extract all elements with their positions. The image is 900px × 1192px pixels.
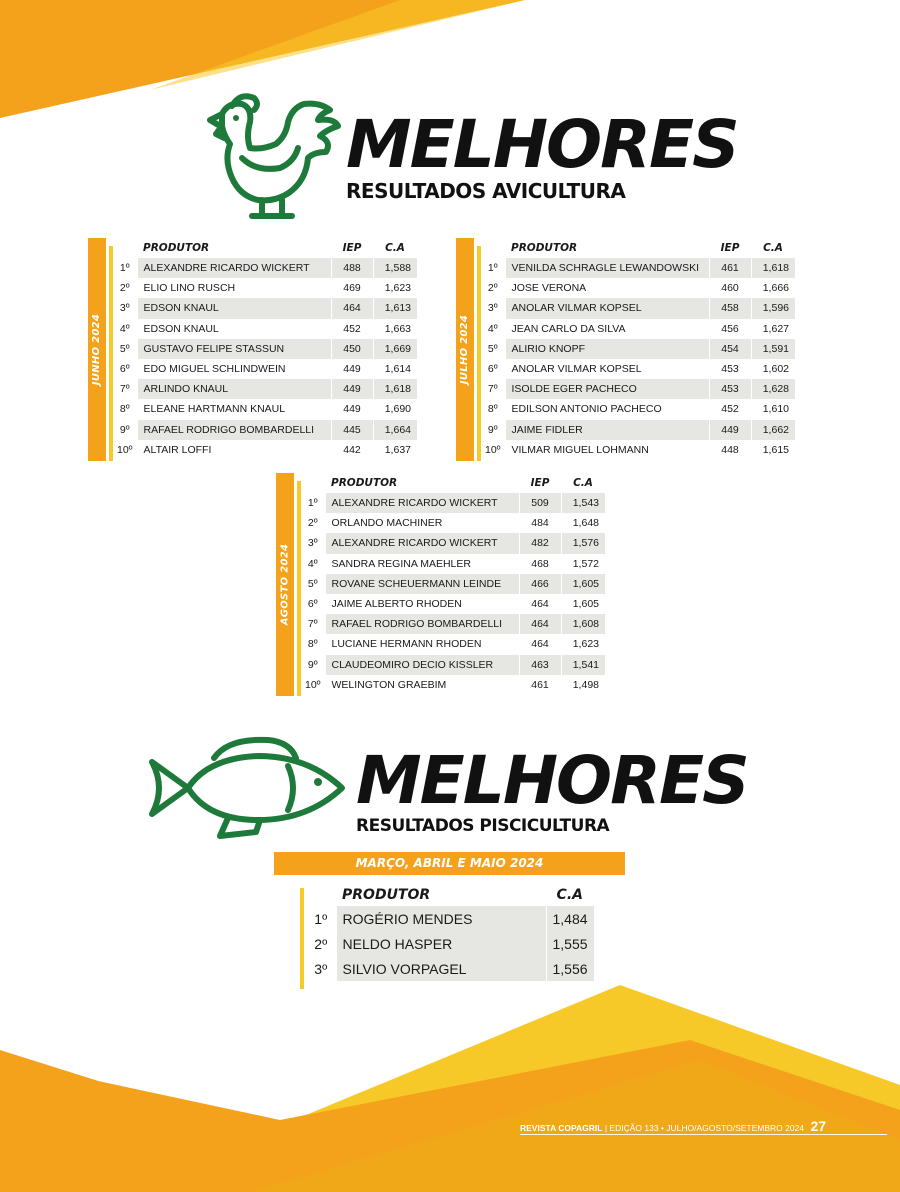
producer-name: RAFAEL RODRIGO BOMBARDELLI <box>325 614 519 634</box>
table-row <box>113 258 417 278</box>
producer-name: ELIO LINO RUSCH <box>137 278 331 298</box>
ca-value: 1,669 <box>373 339 417 359</box>
producer-name: NELDO HASPER <box>336 931 546 956</box>
table-row <box>301 655 605 675</box>
ca-value: 1,543 <box>561 493 605 513</box>
iep-value: 449 <box>709 420 751 440</box>
table-row <box>306 931 594 956</box>
producer-name: JAIME ALBERTO RHODEN <box>325 594 519 614</box>
producer-name: ROGÉRIO MENDES <box>336 906 546 931</box>
iep-value: 449 <box>331 399 373 419</box>
table-block-junho <box>88 238 438 461</box>
rank-position: 3º <box>314 960 328 977</box>
page-footer <box>520 1118 826 1134</box>
ca-value: 1,664 <box>373 420 417 440</box>
chicken-icon <box>202 88 342 222</box>
col-header-ca: C.A <box>573 477 593 489</box>
iep-value: 452 <box>709 399 751 419</box>
iep-value: 452 <box>331 319 373 339</box>
col-header-pos <box>481 238 505 258</box>
producer-name: JAIME FIDLER <box>505 420 709 440</box>
table-row <box>306 956 594 981</box>
producer-name: ALIRIO KNOPF <box>505 339 709 359</box>
col-header-iep: IEP <box>530 477 550 489</box>
ca-value: 1,588 <box>373 258 417 278</box>
col-header-ca: C.A <box>385 242 405 254</box>
ca-value: 1,610 <box>751 399 795 419</box>
producer-name: ARLINDO KNAUL <box>137 379 331 399</box>
table-row <box>481 399 795 419</box>
rank-position: 5º <box>119 342 130 355</box>
col-header-ca: C.A <box>763 242 783 254</box>
ca-value: 1,627 <box>751 319 795 339</box>
col-header-produtor: PRODUTOR <box>331 477 398 489</box>
ca-value: 1,623 <box>561 634 605 654</box>
producer-name: ANOLAR VILMAR KOPSEL <box>505 359 709 379</box>
producer-name: ALEXANDRE RICARDO WICKERT <box>325 493 519 513</box>
producer-name: ORLANDO MACHINER <box>325 513 519 533</box>
producer-name: ROVANE SCHEUERMANN LEINDE <box>325 574 519 594</box>
iep-value: 449 <box>331 359 373 379</box>
table-row <box>301 675 605 695</box>
producer-name: EDSON KNAUL <box>137 298 331 318</box>
table-row <box>301 533 605 553</box>
ca-value: 1,623 <box>373 278 417 298</box>
table-row <box>301 634 605 654</box>
table-row <box>301 594 605 614</box>
ca-value: 1,498 <box>561 675 605 695</box>
ca-value: 1,613 <box>373 298 417 318</box>
rank-position: 6º <box>119 363 130 376</box>
iep-value: 460 <box>709 278 751 298</box>
rank-position: 4º <box>487 322 498 335</box>
iep-value: 453 <box>709 359 751 379</box>
table-row <box>113 420 417 440</box>
ca-value: 1,605 <box>561 574 605 594</box>
rank-position: 1º <box>119 262 130 275</box>
ca-value: 1,618 <box>751 258 795 278</box>
table-row <box>113 319 417 339</box>
producer-name: WELINGTON GRAEBIM <box>325 675 519 695</box>
piscicultura-title: MELHORES <box>356 742 748 819</box>
producer-name: ANOLAR VILMAR KOPSEL <box>505 298 709 318</box>
fish-ranking-table <box>306 884 594 981</box>
col-header-pos <box>113 238 137 258</box>
rank-position: 1º <box>314 910 328 927</box>
rank-position: 8º <box>487 403 498 416</box>
iep-value: 509 <box>519 493 561 513</box>
ca-value: 1,591 <box>751 339 795 359</box>
iep-value: 458 <box>709 298 751 318</box>
footer-brand: REVISTA COPAGRIL <box>520 1123 603 1133</box>
iep-value: 464 <box>519 614 561 634</box>
ca-value: 1,628 <box>751 379 795 399</box>
month-bar <box>456 238 474 461</box>
producer-name: VENILDA SCHRAGLE LEWANDOWSKI <box>505 258 709 278</box>
producer-name: SANDRA REGINA MAEHLER <box>325 554 519 574</box>
table-row <box>113 298 417 318</box>
iep-value: 482 <box>519 533 561 553</box>
table-row <box>113 278 417 298</box>
rank-position: 8º <box>307 638 318 651</box>
ca-value: 1,605 <box>561 594 605 614</box>
producer-name: ELEANE HARTMANN KNAUL <box>137 399 331 419</box>
iep-value: 468 <box>519 554 561 574</box>
ca-value: 1,662 <box>751 420 795 440</box>
producer-name: EDILSON ANTONIO PACHECO <box>505 399 709 419</box>
iep-value: 484 <box>519 513 561 533</box>
piscicultura-heading <box>356 742 748 836</box>
table-row <box>301 574 605 594</box>
producer-name: ALEXANDRE RICARDO WICKERT <box>325 533 519 553</box>
rank-position: 8º <box>119 403 130 416</box>
avicultura-subtitle: RESULTADOS AVICULTURA <box>346 179 626 203</box>
page-number: 27 <box>810 1118 827 1134</box>
rank-position: 7º <box>487 383 498 396</box>
iep-value: 461 <box>519 675 561 695</box>
rank-position: 4º <box>119 322 130 335</box>
piscicultura-subtitle: RESULTADOS PISCICULTURA <box>356 816 610 836</box>
rank-position: 9º <box>487 423 498 436</box>
ca-value: 1,596 <box>751 298 795 318</box>
iep-value: 464 <box>331 298 373 318</box>
iep-value: 454 <box>709 339 751 359</box>
ca-value: 1,637 <box>373 440 417 460</box>
producer-name: CLAUDEOMIRO DECIO KISSLER <box>325 655 519 675</box>
period-band: MARÇO, ABRIL E MAIO 2024 <box>274 852 625 875</box>
table-row <box>481 440 795 460</box>
table-row <box>301 513 605 533</box>
ca-value: 1,648 <box>561 513 605 533</box>
ca-value: 1,484 <box>546 906 594 931</box>
month-label: JUNHO 2024 <box>91 313 103 386</box>
rank-position: 3º <box>307 537 318 550</box>
month-bar <box>276 473 294 696</box>
table-row <box>481 339 795 359</box>
ranking-table <box>301 473 605 695</box>
ranking-table <box>481 238 795 460</box>
producer-name: SILVIO VORPAGEL <box>336 956 546 981</box>
table-row <box>481 319 795 339</box>
producer-name: VILMAR MIGUEL LOHMANN <box>505 440 709 460</box>
producer-name: ALTAIR LOFFI <box>137 440 331 460</box>
rank-position: 10º <box>484 443 501 456</box>
table-row <box>301 614 605 634</box>
rank-position: 2º <box>487 282 498 295</box>
ca-value: 1,666 <box>751 278 795 298</box>
footer-edition: | EDIÇÃO 133 • JULHO/AGOSTO/SETEMBRO 2024 <box>604 1123 805 1133</box>
ca-value: 1,663 <box>373 319 417 339</box>
table-row <box>301 554 605 574</box>
iep-value: 469 <box>331 278 373 298</box>
producer-name: ALEXANDRE RICARDO WICKERT <box>137 258 331 278</box>
rank-position: 1º <box>487 262 498 275</box>
table-row <box>481 379 795 399</box>
table-row <box>113 339 417 359</box>
iep-value: 488 <box>331 258 373 278</box>
month-label: JULHO 2024 <box>459 314 471 385</box>
producer-name: JOSE VERONA <box>505 278 709 298</box>
iep-value: 453 <box>709 379 751 399</box>
rank-position: 9º <box>119 423 130 436</box>
table-row <box>481 359 795 379</box>
rank-position: 5º <box>307 577 318 590</box>
iep-value: 466 <box>519 574 561 594</box>
iep-value: 445 <box>331 420 373 440</box>
rank-position: 4º <box>307 557 318 570</box>
rank-position: 7º <box>119 383 130 396</box>
iep-value: 448 <box>709 440 751 460</box>
table-row <box>481 278 795 298</box>
iep-value: 449 <box>331 379 373 399</box>
ca-value: 1,555 <box>546 931 594 956</box>
col-header-produtor: PRODUTOR <box>511 242 578 254</box>
col-header-produtor: PRODUTOR <box>143 242 210 254</box>
rank-position: 3º <box>487 302 498 315</box>
producer-name: ISOLDE EGER PACHECO <box>505 379 709 399</box>
producer-name: JEAN CARLO DA SILVA <box>505 319 709 339</box>
rank-position: 2º <box>119 282 130 295</box>
rank-position: 6º <box>307 598 318 611</box>
ca-value: 1,541 <box>561 655 605 675</box>
ca-value: 1,602 <box>751 359 795 379</box>
ca-value: 1,576 <box>561 533 605 553</box>
table-block-julho <box>456 238 816 461</box>
iep-value: 442 <box>331 440 373 460</box>
table-row <box>481 258 795 278</box>
avicultura-title: MELHORES <box>346 106 738 183</box>
producer-name: EDO MIGUEL SCHLINDWEIN <box>137 359 331 379</box>
iep-value: 463 <box>519 655 561 675</box>
col-header-iep: IEP <box>720 242 740 254</box>
rank-position: 5º <box>487 342 498 355</box>
producer-name: GUSTAVO FELIPE STASSUN <box>137 339 331 359</box>
month-label: AGOSTO 2024 <box>279 543 291 626</box>
ca-value: 1,556 <box>546 956 594 981</box>
rank-position: 2º <box>307 517 318 530</box>
table-row <box>113 359 417 379</box>
col-header-pos <box>301 473 325 493</box>
ca-value: 1,608 <box>561 614 605 634</box>
iep-value: 461 <box>709 258 751 278</box>
table-row <box>481 420 795 440</box>
avicultura-heading <box>346 106 738 203</box>
rank-position: 6º <box>487 363 498 376</box>
footer-divider <box>520 1134 887 1135</box>
col-header-produtor: PRODUTOR <box>342 887 431 903</box>
table-row <box>481 298 795 318</box>
table-row <box>113 399 417 419</box>
rank-position: 3º <box>119 302 130 315</box>
iep-value: 450 <box>331 339 373 359</box>
ca-value: 1,618 <box>373 379 417 399</box>
producer-name: RAFAEL RODRIGO BOMBARDELLI <box>137 420 331 440</box>
iep-value: 456 <box>709 319 751 339</box>
table-row <box>113 379 417 399</box>
rank-position: 1º <box>307 497 318 510</box>
accent-line <box>300 888 304 989</box>
month-bar <box>88 238 106 461</box>
ca-value: 1,615 <box>751 440 795 460</box>
producer-name: LUCIANE HERMANN RHODEN <box>325 634 519 654</box>
ca-value: 1,690 <box>373 399 417 419</box>
rank-position: 10º <box>304 678 321 691</box>
col-header-ca: C.A <box>556 887 583 903</box>
rank-position: 9º <box>307 658 318 671</box>
table-row <box>301 493 605 513</box>
iep-value: 464 <box>519 594 561 614</box>
ca-value: 1,614 <box>373 359 417 379</box>
rank-position: 2º <box>314 935 328 952</box>
ca-value: 1,572 <box>561 554 605 574</box>
table-row <box>306 906 594 931</box>
iep-value: 464 <box>519 634 561 654</box>
fish-icon <box>148 734 348 840</box>
producer-name: EDSON KNAUL <box>137 319 331 339</box>
rank-position: 10º <box>116 443 133 456</box>
table-row <box>113 440 417 460</box>
table-block-agosto <box>276 473 626 696</box>
table-block-piscicultura <box>276 884 616 989</box>
col-header-iep: IEP <box>342 242 362 254</box>
ranking-table <box>113 238 417 460</box>
rank-position: 7º <box>307 618 318 631</box>
